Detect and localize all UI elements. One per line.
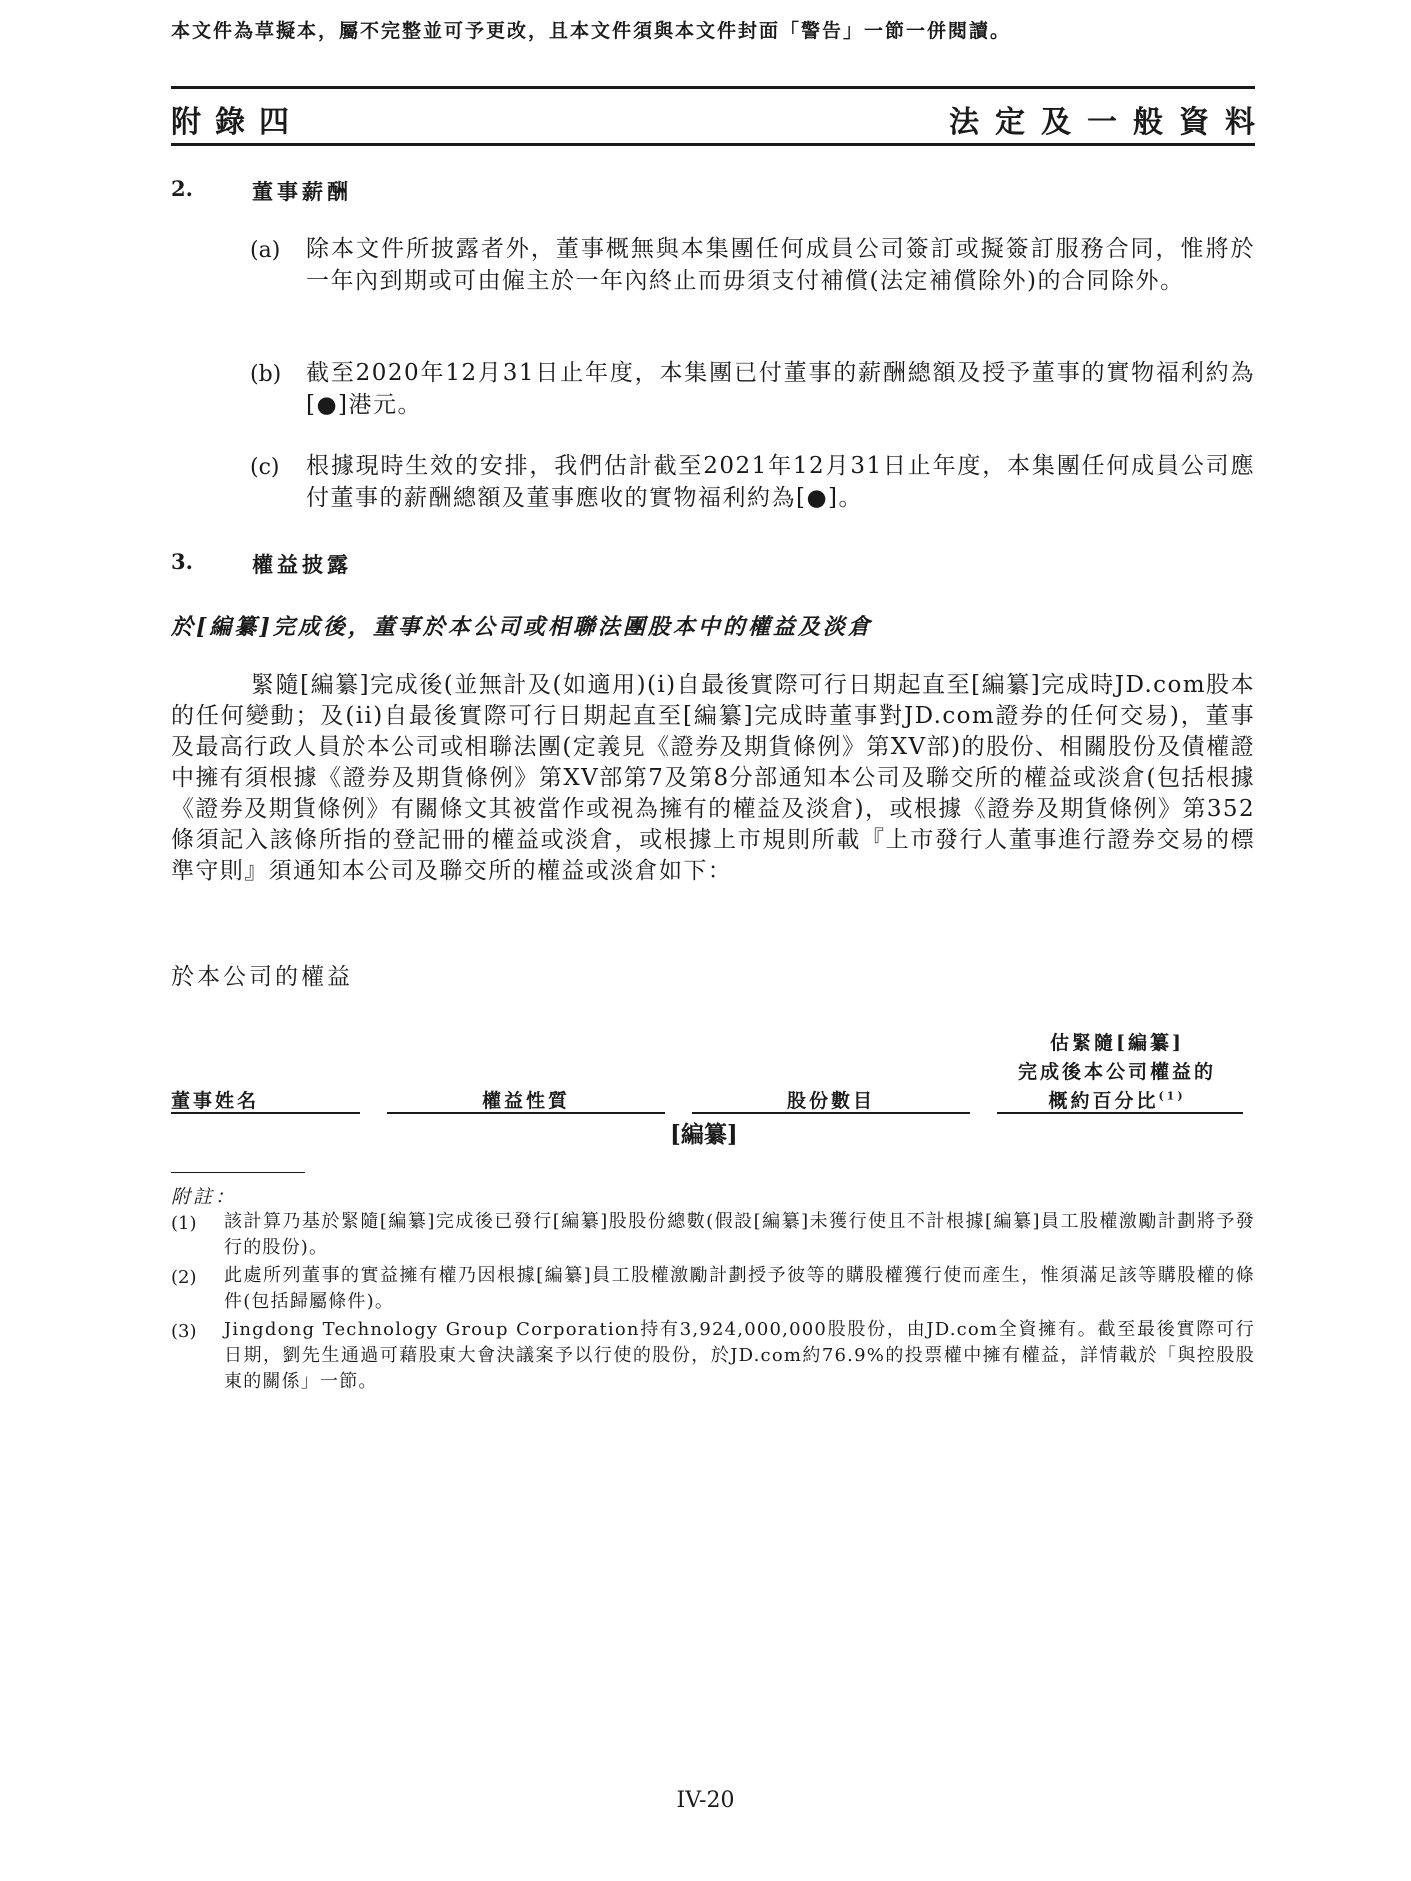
item-a-label: (a) [250,238,281,263]
appendix-title: 附錄四 [171,105,303,140]
table-header-number-of-shares: 股份數目 [786,1090,875,1112]
section-title: 法定及一般資料 [949,105,1271,140]
notes-title: 附註： [171,1186,238,1208]
section-3-subheading: 於[編纂]完成後，董事於本公司或相聯法團股本中的權益及淡倉 [171,614,873,640]
section-2-title: 董事薪酬 [252,179,352,204]
item-b-label: (b) [250,362,282,387]
note-1-text: 該計算乃基於緊隨[編纂]完成後已發行[編纂]股股份總數(假設[編纂]未獲行使且不計根據[編纂]員工股權激勵計劃將予發行的股份)。 [224,1211,1255,1258]
table-header-percentage-line1: 估緊隨[編纂] [1050,1032,1184,1054]
note-2-label: (2) [171,1267,197,1288]
table-redacted-row: [編纂] [670,1121,738,1148]
table-header-percentage-line3 [997,1086,1237,1113]
note-2-text: 此處所列董事的實益擁有權乃因根據[編纂]員工股權激勵計劃授予彼等的購股權獲行使而產生，惟須滿足該等購股權的條件(包括歸屬條件)。 [224,1265,1255,1312]
note-3-label: (3) [171,1321,197,1342]
draft-notice: 本文件為草擬本，屬不完整並可予更改，且本文件須與本文件封面「警告」一節一併閱讀。 [171,20,1012,42]
page-number: IV-20 [676,1788,735,1813]
notes-divider [171,1172,305,1173]
item-c-text: 根據現時生效的安排，我們估計截至2021年12月31日止年度，本集團任何成員公司應付董事的薪酬總額及董事應收的實物福利約為[●]。 [306,453,1255,511]
item-b-text: 截至2020年12月31日止年度，本集團已付董事的薪酬總額及授予董事的實物福利約為[●]港元。 [306,360,1255,418]
company-interest-label: 於本公司的權益 [171,964,353,990]
table-header-rule-2 [387,1112,665,1114]
disclosure-paragraph: 緊隨[編纂]完成後(並無計及(如適用)(i)自最後實際可行日期起直至[編纂]完成時JD.com股本的任何變動；及(ii)自最後實際可行日期起直至[編纂]完成時董事對JD.com證券的任何交易)，董事及最高行政人員於本公司或相聯法團(定義見《證券及期貨條例》第XV部)的股份、相關股份及債權證中擁有須根據《證券及期貨條例》第XV部第7及第8分部通知本公司及聯交所的權益或淡倉(包括根據《證券及期貨條例》有關條文其被當作或視為擁有的權益及淡倉)，或根據《證券及期貨條例》第352條須記入該條所指的登記冊的權益或淡倉，或根據上市規則所載『上市發行人董事進行證券交易的標準守則』須通知本公司及聯交所的權益或淡倉如下： [171,672,1255,884]
table-header-director-name: 董事姓名 [171,1090,260,1112]
table-header-rule-1 [171,1112,360,1114]
section-3-number: 3. [171,549,193,574]
table-header-rule-4 [997,1112,1243,1114]
note-3-text: Jingdong Technology Group Corporation持有3,924,000,000股股份，由JD.com全資擁有。截至最後實際可行日期，劉先生通過可藉股東大會決議案予以行使的股份，於JD.com約76.9%的投票權中擁有權益，詳情載於「與控股股東的關係」一節。 [224,1319,1255,1392]
section-2-number: 2. [171,176,193,201]
table-header-percentage-line2: 完成後本公司權益的 [1017,1061,1216,1083]
section-3-title: 權益披露 [252,552,352,577]
note-1-label: (1) [171,1213,197,1234]
table-header-rule-3 [692,1112,970,1114]
table-header-nature-of-interest: 權益性質 [481,1090,570,1112]
table-header-percentage-text: 概約百分比 [1048,1090,1159,1112]
item-a-text: 除本文件所披露者外，董事概無與本集團任何成員公司簽訂或擬簽訂服務合同，惟將於一年內到期或可由僱主於一年內終止而毋須支付補償(法定補償除外)的合同除外。 [306,236,1255,294]
footnote-ref-1: (1) [1158,1089,1186,1103]
item-c-label: (c) [250,455,280,480]
page-header [171,86,1271,146]
